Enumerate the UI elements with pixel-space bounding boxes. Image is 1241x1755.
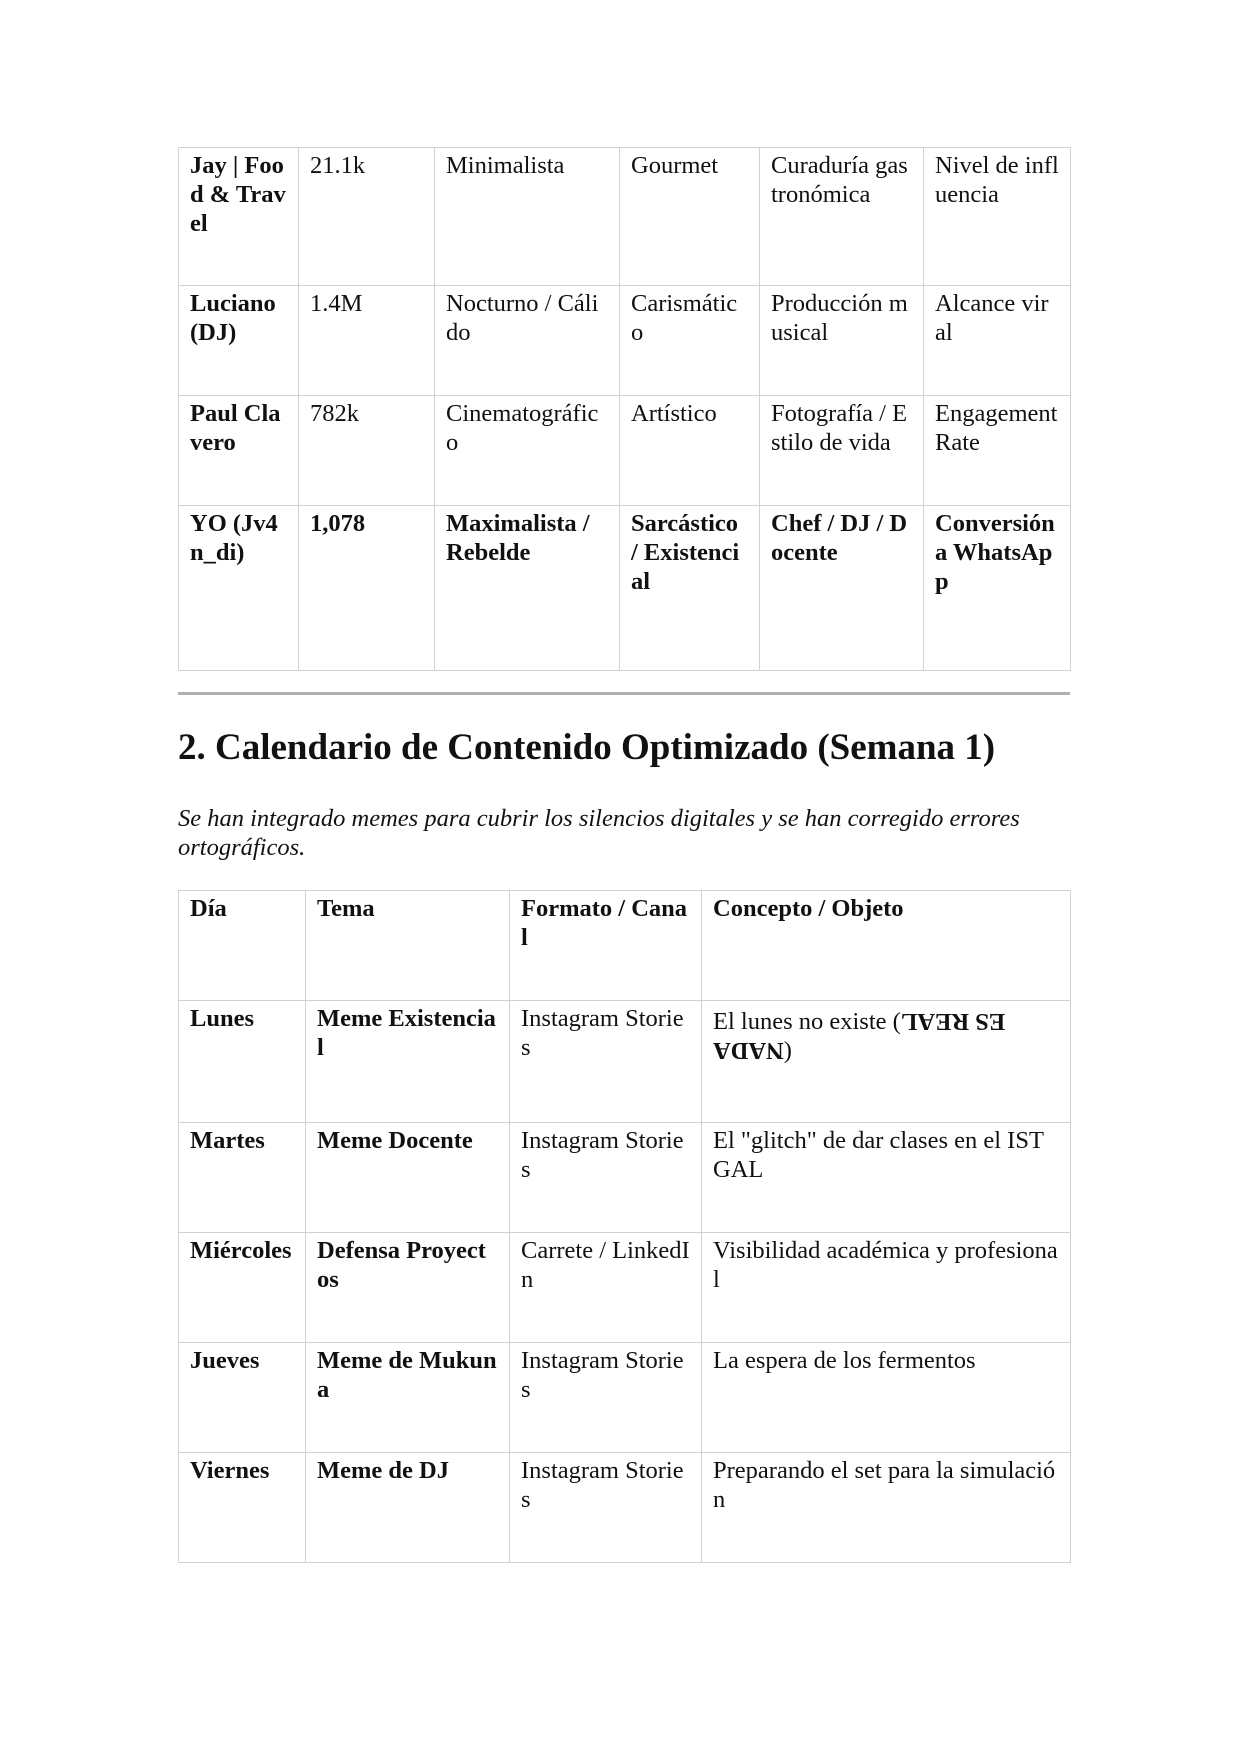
table-row — [179, 1343, 1071, 1453]
table-row — [179, 1233, 1071, 1343]
format-cell: Instagram Stories — [510, 1123, 702, 1233]
aesthetic-cell: Cinematográfico — [435, 396, 620, 506]
focus-cell: Fotografía / Estilo de vida — [760, 396, 924, 506]
concept-text: ) — [783, 1037, 792, 1064]
horizontal-divider — [178, 692, 1070, 695]
day-cell: Viernes — [179, 1453, 306, 1563]
format-cell: Instagram Stories — [510, 1453, 702, 1563]
section-subtitle: Se han integrado memes para cubrir los silencios digitales y se han corregido errores ortográficos. — [178, 805, 1020, 861]
influencer-benchmark-table — [178, 147, 1071, 671]
format-cell: Instagram Stories — [510, 1343, 702, 1453]
flipped-text: NADA — [713, 1037, 784, 1064]
flipped-text: ES REAL — [900, 1008, 1005, 1035]
theme-cell: Meme Existencial — [306, 1001, 510, 1123]
aesthetic-cell: Minimalista — [435, 148, 620, 286]
table-header-row — [179, 891, 1071, 1001]
concept-cell — [702, 1001, 1071, 1123]
metric-cell: Alcance viral — [924, 286, 1071, 396]
header-format: Formato / Canal — [510, 891, 702, 1001]
theme-cell: Meme de DJ — [306, 1453, 510, 1563]
concept-text: El lunes no existe ( — [713, 1008, 901, 1035]
profile-name-cell: Paul Clavero — [179, 396, 299, 506]
content-calendar-table — [178, 890, 1071, 1563]
table-row — [179, 1001, 1071, 1123]
metric-cell: Engagement Rate — [924, 396, 1071, 506]
table-row — [179, 1123, 1071, 1233]
followers-cell: 1.4M — [299, 286, 435, 396]
theme-cell: Meme de Mukuna — [306, 1343, 510, 1453]
focus-cell: Curaduría gastronómica — [760, 148, 924, 286]
focus-cell: Chef / DJ / Docente — [760, 506, 924, 671]
concept-cell: Visibilidad académica y profesional — [702, 1233, 1071, 1343]
table-row — [179, 148, 1071, 286]
profile-name-cell: Jay | Food & Travel — [179, 148, 299, 286]
tone-cell: Sarcástico / Existencial — [620, 506, 760, 671]
concept-cell: Preparando el set para la simulación — [702, 1453, 1071, 1563]
aesthetic-cell: Nocturno / Cálido — [435, 286, 620, 396]
metric-cell: Conversión a WhatsApp — [924, 506, 1071, 671]
metric-cell: Nivel de influencia — [924, 148, 1071, 286]
followers-cell: 21.1k — [299, 148, 435, 286]
aesthetic-cell: Maximalista / Rebelde — [435, 506, 620, 671]
focus-cell: Producción musical — [760, 286, 924, 396]
header-day: Día — [179, 891, 306, 1001]
concept-cell: La espera de los fermentos — [702, 1343, 1071, 1453]
table-row — [179, 1453, 1071, 1563]
theme-cell: Meme Docente — [306, 1123, 510, 1233]
table-row — [179, 286, 1071, 396]
day-cell: Jueves — [179, 1343, 306, 1453]
profile-name-cell: Luciano (DJ) — [179, 286, 299, 396]
theme-cell: Defensa Proyectos — [306, 1233, 510, 1343]
day-cell: Martes — [179, 1123, 306, 1233]
section-title: 2. Calendario de Contenido Optimizado (Semana 1) — [178, 727, 996, 768]
followers-cell: 782k — [299, 396, 435, 506]
format-cell: Carrete / LinkedIn — [510, 1233, 702, 1343]
day-cell: Lunes — [179, 1001, 306, 1123]
followers-cell: 1,078 — [299, 506, 435, 671]
table-row — [179, 396, 1071, 506]
tone-cell: Artístico — [620, 396, 760, 506]
day-cell: Miércoles — [179, 1233, 306, 1343]
tone-cell: Gourmet — [620, 148, 760, 286]
concept-cell: El "glitch" de dar clases en el ISTGAL — [702, 1123, 1071, 1233]
header-theme: Tema — [306, 891, 510, 1001]
profile-name-cell: YO (Jv4n_di) — [179, 506, 299, 671]
header-concept: Concepto / Objeto — [702, 891, 1071, 1001]
format-cell: Instagram Stories — [510, 1001, 702, 1123]
table-row-highlight — [179, 506, 1071, 671]
tone-cell: Carismático — [620, 286, 760, 396]
